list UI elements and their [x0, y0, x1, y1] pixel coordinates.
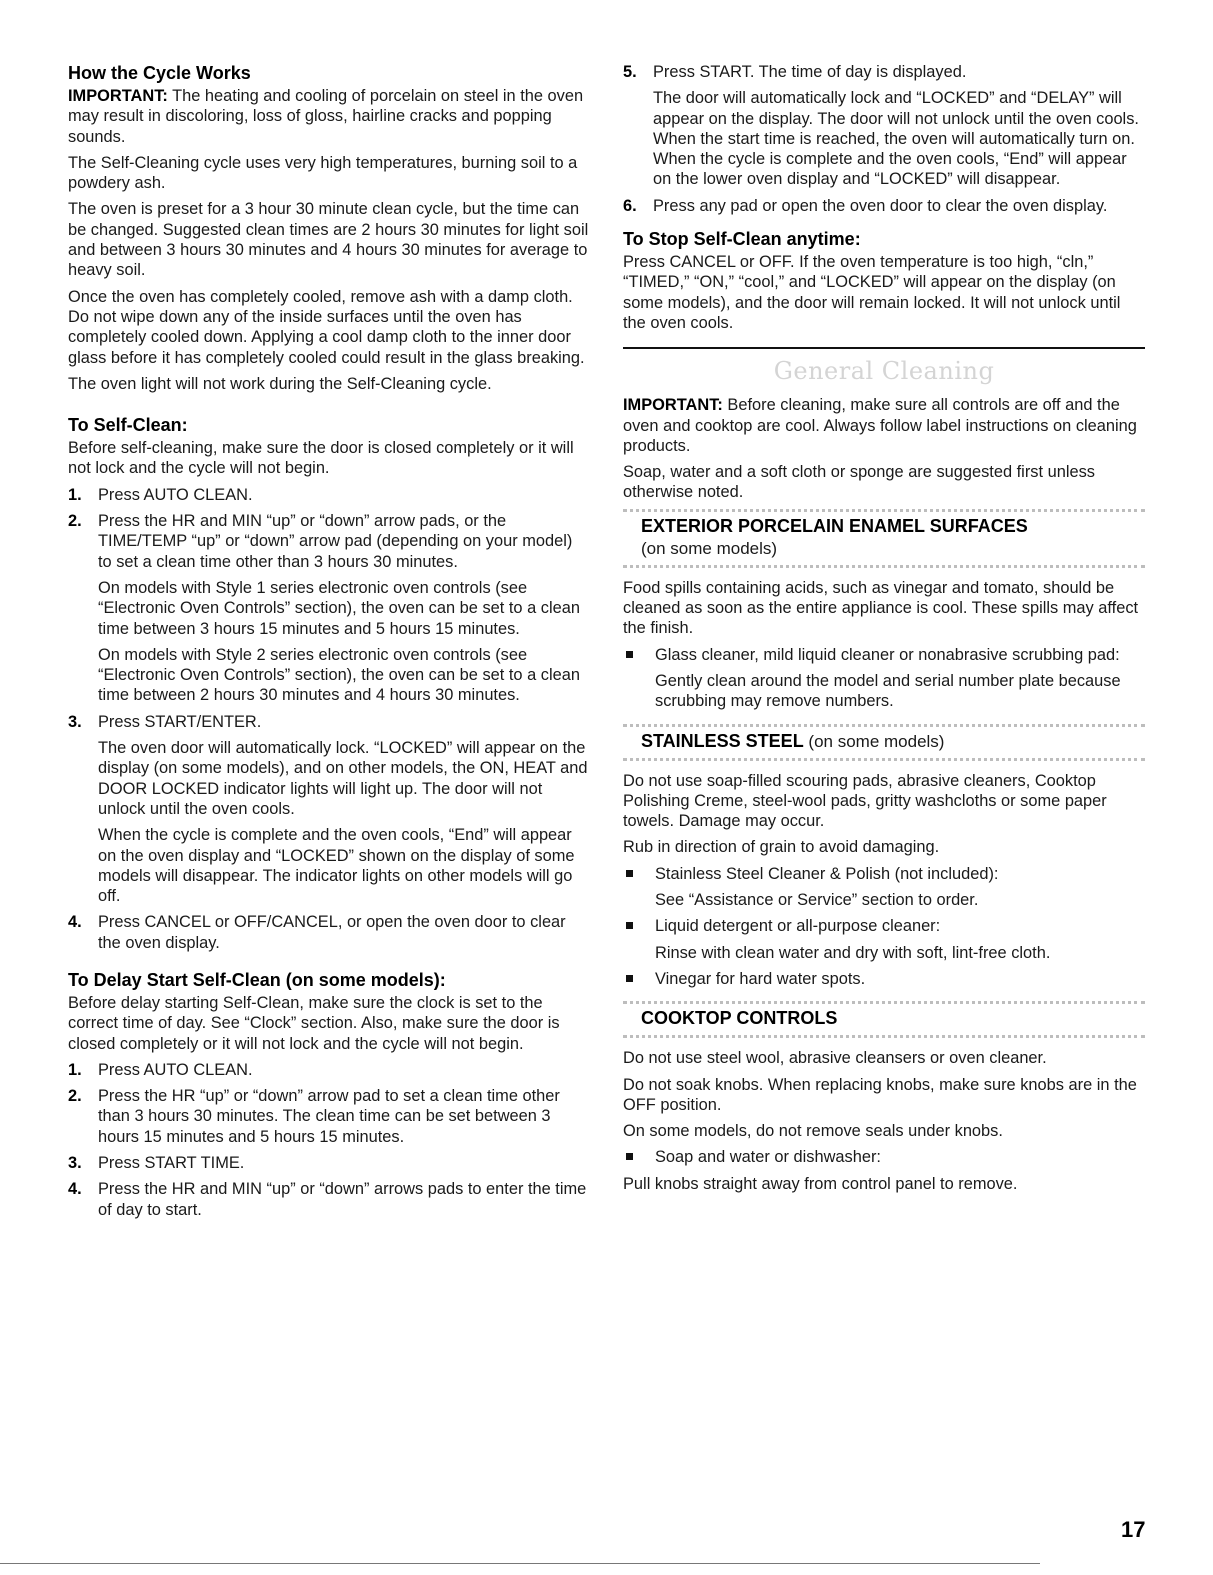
how-cycle-works-heading: How the Cycle Works [68, 63, 251, 83]
step-5-note: The door will automatically lock and “LOCKED” and “DELAY” will appear on the display. The door will not unlock until the oven cools. When the start time is reached, the oven will automatically turn on. When the cycle is complete and the oven cools, “End” will appear on the lower oven display and “LOCKED” will disappear. [653, 89, 1139, 189]
left-column [68, 62, 590, 1226]
delay-step [68, 1060, 590, 1080]
dotted-divider [623, 1035, 1145, 1038]
cooktop-controls-heading [623, 1008, 1145, 1029]
exterior-porcelain-subtitle: (on some models) [641, 538, 778, 558]
how-paragraph-1: The Self-Cleaning cycle uses very high temperatures, burning soil to a powdery ash. [68, 153, 578, 193]
bullet-square-icon [626, 922, 633, 929]
general-important-paragraph [623, 395, 1145, 456]
general-cleaning-title: General Cleaning [773, 357, 995, 386]
step-number: 2. [68, 1087, 82, 1106]
cooktop-paragraph-1: Do not use steel wool, abrasive cleansers or oven cleaner. [623, 1049, 1047, 1068]
delay-step [623, 196, 1145, 216]
exterior-porcelain-heading [623, 516, 1145, 537]
bullet-item [623, 1147, 1145, 1167]
self-clean-step [68, 485, 590, 505]
bullet-text: Vinegar for hard water spots. [655, 969, 866, 988]
to-self-clean-heading: To Self-Clean: [68, 415, 188, 436]
step-number: 3. [68, 712, 82, 731]
bullet-text: Liquid detergent or all-purpose cleaner: [655, 917, 941, 936]
bullet-item [623, 969, 1145, 989]
cooktop-controls-title: COOKTOP CONTROLS [641, 1008, 838, 1029]
dotted-divider [623, 565, 1145, 568]
step-2-note-style-2: On models with Style 2 series electronic oven controls (see “Electronic Oven Controls” section), the oven can be set to a clean time between 2 hours 30 minutes and 4 hours 30 minutes. [98, 645, 580, 705]
dotted-divider [623, 758, 1145, 761]
step-number: 2. [68, 512, 82, 531]
step-text: Press START/ENTER. [98, 712, 262, 731]
delay-start-heading: To Delay Start Self-Clean (on some models): [68, 969, 446, 990]
cooktop-paragraph-4: Pull knobs straight away from control panel to remove. [623, 1174, 1018, 1193]
step-number: 1. [68, 485, 82, 504]
important-text: Before cleaning, make sure all controls are off and the oven and cooktop are cool. Always follow label instructions on cleaning products. [623, 396, 1137, 455]
bullet-text: Glass cleaner, mild liquid cleaner or nonabrasive scrubbing pad: [655, 645, 1120, 664]
stop-self-clean-heading: To Stop Self-Clean anytime: [623, 229, 861, 250]
self-clean-step [68, 712, 590, 732]
bottom-rule [0, 1563, 1040, 1564]
step-number: 1. [68, 1060, 82, 1079]
step-number: 6. [623, 196, 637, 215]
step-text: Press the HR and MIN “up” or “down” arrows pads to enter the time of day to start. [98, 1180, 587, 1219]
step-number: 5. [623, 63, 637, 81]
step-3-note-1: The oven door will automatically lock. “LOCKED” will appear on the display (on some models), and on other models, the ON, HEAT and DOOR LOCKED indicator lights will light up. The door will not unlock until the oven cools. [98, 739, 588, 818]
stainless-steel-heading [623, 731, 1145, 752]
bullet-square-icon [626, 651, 633, 658]
step-number: 3. [68, 1154, 82, 1173]
bullet-item [623, 916, 1145, 936]
step-number: 4. [68, 1180, 82, 1199]
how-paragraph-2: The oven is preset for a 3 hour 30 minute clean cycle, but the time can be changed. Suggested clean times are 2 hours 30 minutes for light soil and between 3 hours 30 minutes and 4 hours 30 minutes for average to heavy soil. [68, 200, 589, 280]
right-column [623, 62, 1145, 1200]
general-paragraph-1: Soap, water and a soft cloth or sponge are suggested first unless otherwise noted. [623, 463, 1095, 502]
step-3-note-2: When the cycle is complete and the oven cools, “End” will appear on the oven display and “LOCKED” shown on the display of some models will disappear. The indicator lights on other models will go off. [98, 826, 575, 906]
section-divider [623, 347, 1145, 349]
delay-step [68, 1086, 590, 1147]
bullet-text: Soap and water or dishwasher: [655, 1148, 881, 1167]
self-clean-step [68, 912, 590, 953]
bullet-square-icon [626, 870, 633, 877]
step-2-note-style-1: On models with Style 1 series electronic oven controls (see “Electronic Oven Controls” section), the oven can be set to a clean time between 3 hours 15 minutes and 5 hours 15 minutes. [98, 578, 580, 638]
stainless-paragraph-2: Rub in direction of grain to avoid damaging. [623, 838, 940, 857]
how-paragraph-4: The oven light will not work during the Self-Cleaning cycle. [68, 374, 492, 393]
stainless-paragraph-1: Do not use soap-filled scouring pads, abrasive cleaners, Cooktop Polishing Creme, steel-wool pads, gritty washcloths or some paper towels. Damage may occur. [623, 771, 1107, 831]
important-label: IMPORTANT: [623, 396, 723, 415]
self-clean-intro: Before self-cleaning, make sure the door is closed completely or it will not lock and the cycle will not begin. [68, 439, 574, 478]
bullet-text: Stainless Steel Cleaner & Polish (not included): [655, 864, 999, 883]
page-number: 17 [1121, 1517, 1146, 1542]
exterior-paragraph: Food spills containing acids, such as vinegar and tomato, should be cleaned as soon as the entire appliance is cool. These spills may affect the finish. [623, 578, 1139, 638]
how-paragraph-3: Once the oven has completely cooled, remove ash with a damp cloth. Do not wipe down any of the inside surfaces until the oven has completely cooled down. Applying a cool damp cloth to the inner door glass before it has completely cooled could result in the glass breaking. [68, 287, 585, 367]
step-text: Press CANCEL or OFF/CANCEL, or open the oven door to clear the oven display. [98, 913, 566, 952]
dotted-divider [623, 509, 1145, 512]
bullet-note: Rinse with clean water and dry with soft, lint-free cloth. [655, 943, 1051, 962]
step-text: Press any pad or open the oven door to clear the oven display. [653, 196, 1108, 215]
exterior-porcelain-title: EXTERIOR PORCELAIN ENAMEL SURFACES [641, 515, 1028, 536]
bullet-square-icon [626, 1153, 633, 1160]
delay-step [68, 1153, 590, 1173]
important-text: The heating and cooling of porcelain on steel in the oven may result in discoloring, loss of gloss, hairline cracks and popping sounds. [68, 87, 584, 146]
step-text: Press AUTO CLEAN. [98, 485, 253, 504]
bullet-item [623, 864, 1145, 884]
step-text: Press the HR and MIN “up” or “down” arrow pads, or the TIME/TEMP “up” or “down” arrow pad (depending on your model) to set a clean time other than 3 hours 30 minutes. [98, 512, 573, 571]
dotted-divider [623, 724, 1145, 727]
step-text: Press the HR “up” or “down” arrow pad to set a clean time other than 3 hours 30 minutes. The clean time can be set between 3 hours 15 minutes and 5 hours 15 minutes. [98, 1087, 560, 1146]
delay-intro: Before delay starting Self-Clean, make sure the clock is set to the correct time of day. See “Clock” section. Also, make sure the door is closed completely or it will not lock and the cycle will not begin. [68, 993, 560, 1053]
step-number: 4. [68, 913, 82, 932]
stop-self-clean-text: Press CANCEL or OFF. If the oven temperature is too high, “cln,” “TIMED,” “ON,” “cool,” and “LOCKED” will appear on the display (on some models), and the door will remain locked. It will not unlock until the oven cools. [623, 253, 1121, 332]
stainless-steel-title: STAINLESS STEEL [641, 730, 804, 751]
delay-step [623, 62, 1145, 82]
step-text: Press START. The time of day is displayed. [653, 63, 967, 81]
bullet-note: See “Assistance or Service” section to order. [655, 891, 979, 910]
dotted-divider [623, 1001, 1145, 1004]
step-text: Press START TIME. [98, 1154, 245, 1173]
delay-step [68, 1179, 590, 1220]
bullet-note: Gently clean around the model and serial number plate because scrubbing may remove numbers. [655, 671, 1121, 711]
bullet-item [623, 645, 1145, 665]
step-text: Press AUTO CLEAN. [98, 1060, 253, 1079]
bullet-square-icon [626, 975, 633, 982]
self-clean-step [68, 511, 590, 572]
cooktop-paragraph-2: Do not soak knobs. When replacing knobs, make sure knobs are in the OFF position. [623, 1075, 1137, 1114]
important-label: IMPORTANT: [68, 87, 168, 105]
stainless-steel-subtitle: (on some models) [803, 731, 945, 751]
how-important-paragraph [68, 86, 590, 147]
cooktop-paragraph-3: On some models, do not remove seals under knobs. [623, 1122, 1003, 1141]
